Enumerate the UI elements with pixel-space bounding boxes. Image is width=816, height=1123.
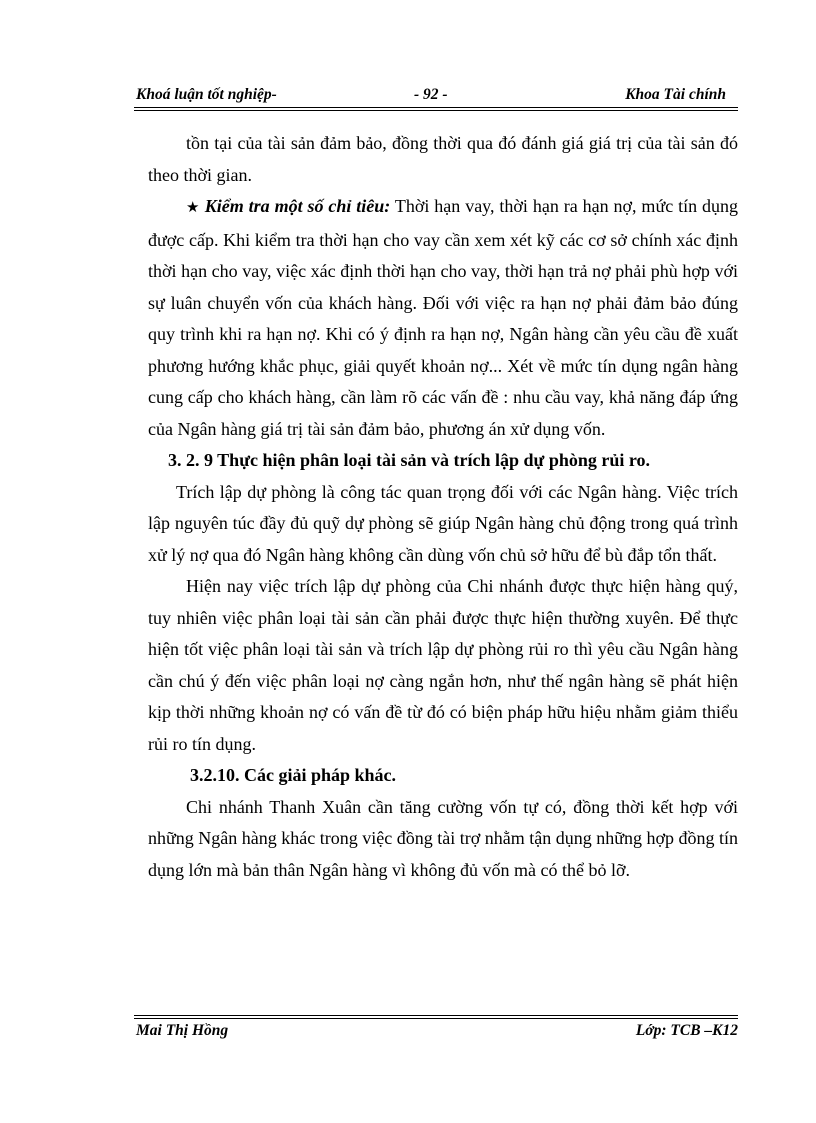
page-content — [148, 128, 738, 886]
header-page-number: - 92 - — [414, 86, 448, 103]
paragraph-3: Trích lập dự phòng là công tác quan trọng đối với các Ngân hàng. Việc trích lập nguyên túc đầy đủ quỹ dự phòng sẽ giúp Ngân hàng chủ động trong quá trình xử lý nợ qua đó Ngân hàng không cần dùng vốn chủ sở hữu để bù đắp tổn thất. — [148, 481, 738, 565]
section-heading-3-2-10: 3.2.10. Các giải pháp khác. — [190, 765, 397, 785]
paragraph-4: Hiện nay việc trích lập dự phòng của Chi nhánh được thực hiện hàng quý, tuy nhiên việc phân loại tài sản cần phải được thực hiện thường xuyên. Để thực hiện tốt việc phân loại tài sản và trích lập dự phòng rủi ro thì yêu cầu Ngân hàng cần chú ý đến việc phân loại nợ càng ngắn hơn, như thế ngân hàng sẽ phát hiện kịp thời những khoản nợ có vấn đề từ đó có biện pháp hữu hiệu nhằm giảm thiểu rủi ro tín dụng. — [148, 576, 738, 754]
header-thesis-label: Khoá luận tốt nghiệp- — [136, 86, 277, 103]
page-footer — [134, 1022, 738, 1044]
footer-author: Mai Thị Hồng — [136, 1022, 229, 1039]
section-heading-3-2-9: 3. 2. 9 Thực hiện phân loại tài sản và trích lập dự phòng rủi ro. — [168, 450, 651, 470]
paragraph-5: Chi nhánh Thanh Xuân cần tăng cường vốn tự có, đồng thời kết hợp với những Ngân hàng khác trong việc đồng tài trợ nhằm tận dụng những hợp đồng tín dụng lớn mà bản thân Ngân hàng vì không đủ vốn mà có thể bỏ lỡ. — [148, 796, 738, 880]
star-icon: ★ — [186, 200, 200, 216]
paragraph-1: tồn tại của tài sản đảm bảo, đồng thời qua đó đánh giá giá trị của tài sản đó theo thời gian. — [148, 133, 738, 185]
footer-rule — [134, 1015, 738, 1019]
footer-class: Lớp: TCB –K12 — [635, 1022, 738, 1039]
paragraph-2-lead: Kiểm tra một số chỉ tiêu: — [204, 196, 391, 216]
paragraph-2-text: Thời hạn vay, thời hạn ra hạn nợ, mức tín dụng được cấp. Khi kiểm tra thời hạn cho vay cần xem xét kỹ các cơ sở chính xác định thời hạn cho vay, việc xác định thời hạn cho vay, thời hạn trả nợ phải phù hợp với sự luân chuyển vốn của khách hàng. Đối với việc ra hạn nợ phải đảm bảo đúng quy trình khi ra hạn nợ. Khi có ý định ra hạn nợ, Ngân hàng cần yêu cầu đề xuất phương hướng khắc phục, giải quyết khoản nợ... Xét về mức tín dụng ngân hàng cung cấp cho khách hàng, cần làm rõ các vấn đề : nhu cầu vay, khả năng đáp ứng của Ngân hàng giá trị tài sản đảm bảo, phương án xử dụng vốn. — [148, 196, 738, 439]
header-faculty: Khoa Tài chính — [625, 86, 726, 103]
header-rule — [134, 107, 738, 111]
page-header — [134, 86, 738, 108]
paragraph-2 — [148, 191, 738, 445]
